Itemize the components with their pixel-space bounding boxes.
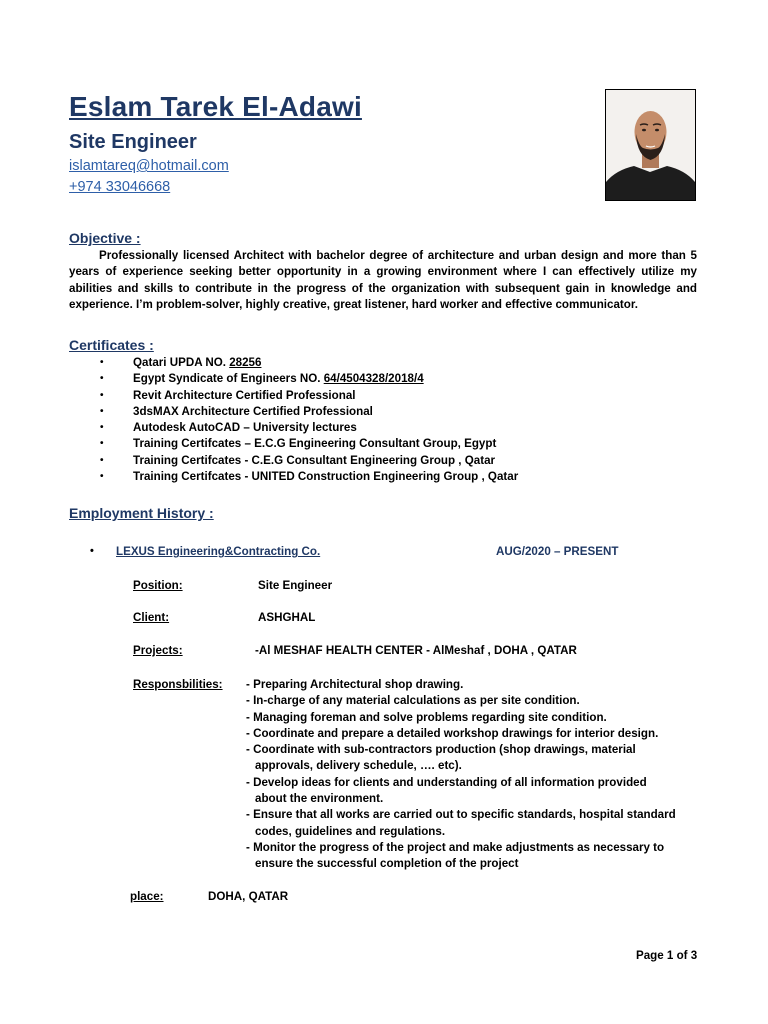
job-header — [90, 545, 650, 563]
responsibility-item: - Ensure that all works are carried out to specific standards, hospital standard — [246, 808, 676, 822]
certificate-text: Training Certifcates - C.E.G Consultant Engineering Group , Qatar — [133, 453, 496, 467]
certificate-item — [69, 420, 518, 436]
bullet-icon: • — [100, 357, 104, 368]
certificate-text: Egypt Syndicate of Engineers NO. — [133, 372, 324, 386]
phone-link[interactable]: +974 33046668 — [69, 179, 171, 195]
client-value: ASHGHAL — [258, 611, 316, 624]
objective-text: Professionally licensed Architect with bachelor degree of architecture and urban design and more than 5 years of experience seeking better opportunity in a growing environment where I can effectively utilize my abilities and skills to contribute in the progress of the organization with subsequent gain in knowledge and experience. I’m problem-solver, highly creative, great listener, hard worker and effective communicator. — [69, 249, 697, 311]
bullet-icon: • — [100, 389, 104, 401]
candidate-name: Eslam Tarek El-Adawi — [69, 91, 362, 122]
responsibility-item: - Monitor the progress of the project and make adjustments as necessary to — [246, 840, 665, 854]
certificate-text: Training Certifcates – E.C.G Engineering Consultant Group, Egypt — [133, 437, 497, 451]
certificate-number: 28256 — [229, 356, 262, 369]
certificate-text: Autodesk AutoCAD – University lectures — [133, 421, 357, 435]
responsibility-item: - Preparing Architectural shop drawing. — [246, 678, 464, 691]
position-value: Site Engineer — [258, 579, 333, 592]
bullet-icon: • — [100, 405, 104, 417]
certificates-list — [69, 355, 518, 485]
place-label: place: — [130, 890, 164, 903]
responsibility-item: ensure the successful completion of the project — [255, 857, 519, 871]
certificate-item — [69, 436, 518, 452]
certificate-item — [69, 371, 518, 387]
responsibility-item: - In-charge of any material calculations as per site condition. — [246, 694, 580, 708]
responsibility-item: - Develop ideas for clients and understanding of all information provided — [246, 775, 647, 789]
certificate-text: Revit Architecture Certified Professional — [133, 388, 356, 402]
place-value: DOHA, QATAR — [208, 890, 289, 903]
projects-label: Projects: — [133, 644, 183, 657]
certificate-text: Qatari UPDA NO. — [133, 356, 230, 369]
bullet-icon: • — [90, 545, 94, 557]
responsibility-item: codes, guidelines and regulations. — [255, 824, 446, 838]
certificate-number: 64/4504328/2018/4 — [323, 372, 424, 386]
responsibilities-list — [246, 677, 676, 873]
email-link[interactable]: islamtareq@hotmail.com — [69, 158, 229, 174]
employment-dates: AUG/2020 – PRESENT — [496, 545, 619, 558]
certificate-text: Training Certifcates - UNITED Construction Engineering Group , Qatar — [133, 470, 519, 484]
certificate-item — [69, 388, 518, 404]
bullet-icon: • — [100, 438, 104, 450]
responsibility-item: about the environment. — [255, 792, 384, 806]
bullet-icon: • — [100, 373, 104, 385]
responsibilities-label: Responsbilities: — [133, 678, 223, 691]
bullet-icon: • — [100, 454, 104, 466]
profile-photo — [605, 89, 696, 201]
certificate-item — [69, 404, 518, 420]
projects-value: -Al MESHAF HEALTH CENTER - AlMeshaf , DOHA , QATAR — [255, 644, 577, 657]
responsibility-item: - Managing foreman and solve problems regarding site condition. — [246, 710, 607, 724]
bullet-icon: • — [100, 471, 104, 483]
company-name: LEXUS Engineering&Contracting Co. — [116, 545, 321, 558]
page-number: Page 1 of 3 — [636, 949, 698, 962]
client-label: Client: — [133, 611, 170, 624]
responsibility-item: - Coordinate and prepare a detailed workshop drawings for interior design. — [246, 726, 659, 740]
responsibility-item: approvals, delivery schedule, …. etc). — [255, 759, 462, 773]
bullet-icon: • — [100, 422, 104, 434]
job-title: Site Engineer — [69, 131, 197, 153]
responsibility-item: - Coordinate with sub-contractors production (shop drawings, material — [246, 743, 636, 757]
certificate-item — [69, 469, 518, 485]
certificate-text: 3dsMAX Architecture Certified Professional — [133, 404, 373, 418]
position-label: Position: — [133, 579, 183, 592]
certificates-heading: Certificates : — [69, 337, 154, 353]
certificate-item — [69, 453, 518, 469]
certificate-item — [69, 355, 518, 371]
objective-heading: Objective : — [69, 230, 141, 246]
employment-heading: Employment History : — [69, 505, 214, 521]
